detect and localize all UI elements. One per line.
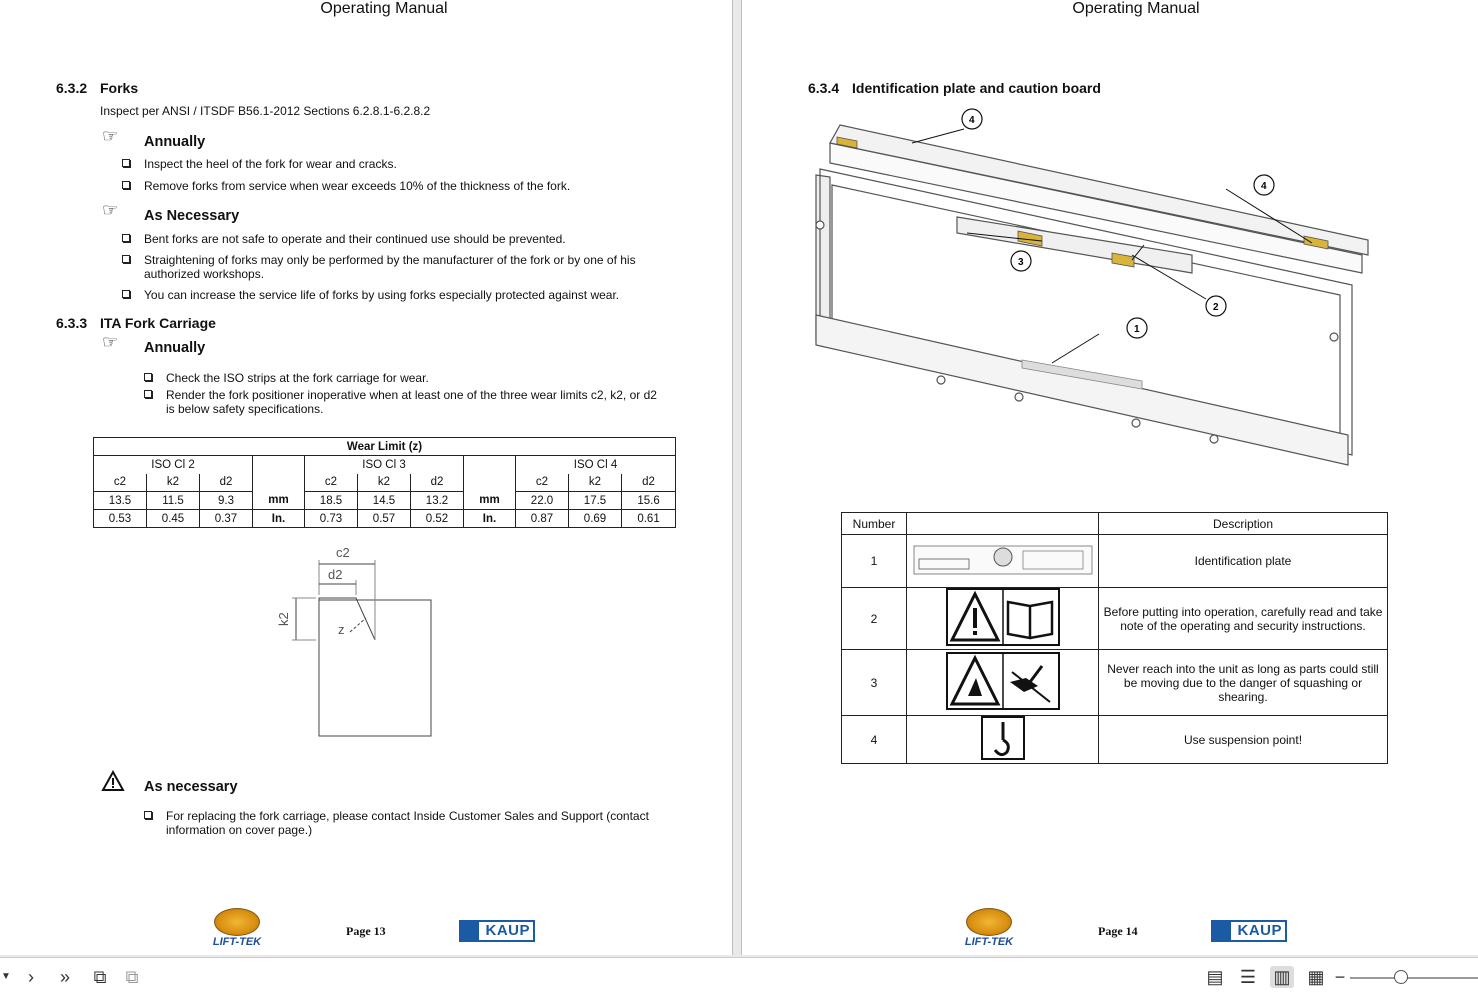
column-header: d2 <box>200 474 253 492</box>
d2-label: d2 <box>328 567 343 582</box>
checkbox-bullet-icon <box>144 811 152 819</box>
last-page-icon[interactable]: » <box>59 967 70 987</box>
column-header: d2 <box>411 474 464 492</box>
lift-tek-logo: LIFT-TEK <box>210 908 264 952</box>
lift-tek-logo: LIFT-TEK <box>962 908 1016 952</box>
section-title: Identification plate and caution board <box>852 80 1101 96</box>
extract-page-icon[interactable]: ⧉ <box>125 967 139 987</box>
table-row: 1 Identification plate <box>842 535 1388 588</box>
column-header: k2 <box>569 474 622 492</box>
unit-label: mm <box>253 492 305 510</box>
callout-2: 2 <box>1213 302 1219 313</box>
zoom-out-icon[interactable]: − <box>1334 967 1346 987</box>
group-header: ISO Cl 4 <box>516 456 676 474</box>
group-header: ISO Cl 2 <box>94 456 253 474</box>
subheading-annually: Annually <box>144 134 206 150</box>
continuous-page-icon[interactable]: ☰ <box>1239 967 1257 987</box>
pointing-hand-icon: ☞ <box>102 126 119 146</box>
warning-triangle-icon <box>101 770 125 792</box>
column-header: k2 <box>358 474 411 492</box>
section-number: 6.3.3 <box>56 315 88 331</box>
table-title: Wear Limit (z) <box>94 438 676 456</box>
subheading-annually: Annually <box>144 340 206 356</box>
checkbox-bullet-icon <box>122 159 130 167</box>
table-row: 4 Use suspension point! <box>842 716 1388 764</box>
globe-icon <box>966 908 1012 936</box>
kaup-logo: KAUP <box>1211 920 1287 942</box>
rotate-page-icon[interactable]: ⧉ <box>93 967 107 987</box>
table-row: 2 Before putting into operation, carefully read and take note of the operating and security instructions. <box>842 588 1388 650</box>
subheading-as-necessary: As necessary <box>144 779 238 795</box>
section-title: Forks <box>100 80 139 96</box>
column-header: c2 <box>516 474 569 492</box>
kaup-mark-icon <box>1213 922 1231 940</box>
column-header: Description <box>1099 513 1388 535</box>
callout-4: 4 <box>1261 181 1267 192</box>
page-13: Operating Manual 6.3.2 Forks Inspect per ANSI / ITSDF B56.1-2012 Sections 6.2.8.1-6.2.8.2 ☞ Annually Inspect the heel of the fork for wear and cracks. Remove forks from service when wear exceeds 10% of the thickness of the fork. ☞ As Necessary Bent forks are not safe to operate and their continued use should be prevented. Straightening of forks may only be performed by the manufacturer of the fork or by one of his authorized workshops. You can increase the service life of forks by using forks especially protected against wear. 6.3.3 ITA Fork Carriage ☞ Annually Check the ISO strips at the fork carriage for wear. Render the fork positioner inoperative when at least one of the three wear limits c2, k2, or d2 is below safety specifications. Wear Limit (z) ISO Cl 2 ISO Cl 3 ISO Cl 4 c2 k2 d2 c2 k2 d2 c2 k2 d2 13.5 11.5 9.3 mm 18.5 14.5 13.2 mm 22.0 17.5 15.6 0.53 0.45 0.37 In. 0.73 0.57 0.52 In. 0.87 0.69 0.61 c2 d2 k2 z As necessary For replacing the fork carriage, please contact Inside Customer Sales and Support (contact information on cover page.) LIFT-TEK Page 13 KAUP <box>0 0 733 955</box>
table-row: 0.53 0.45 0.37 In. 0.73 0.57 0.52 In. 0.87 0.69 0.61 <box>94 510 676 528</box>
callout-1: 1 <box>1134 324 1140 335</box>
two-page-continuous-icon[interactable]: ▦ <box>1307 967 1325 987</box>
callout-3: 3 <box>1018 257 1024 268</box>
checkbox-bullet-icon <box>144 373 152 381</box>
column-header: k2 <box>147 474 200 492</box>
section-number: 6.3.4 <box>808 80 840 96</box>
next-page-icon[interactable]: › <box>28 967 34 987</box>
warning-read-manual-icon <box>946 588 1060 646</box>
globe-icon <box>214 908 260 936</box>
table-row: 13.5 11.5 9.3 mm 18.5 14.5 13.2 mm 22.0 17.5 15.6 <box>94 492 676 510</box>
pointing-hand-icon: ☞ <box>102 332 119 352</box>
warning-crush-hazard-icon <box>946 652 1060 710</box>
unit-label: mm <box>464 492 516 510</box>
column-header: c2 <box>94 474 147 492</box>
zoom-slider-track[interactable] <box>1350 977 1478 979</box>
suspension-hook-icon <box>981 716 1025 760</box>
kaup-logo: KAUP <box>459 920 535 942</box>
unit-label: In. <box>464 510 516 528</box>
fork-carriage-drawing <box>812 105 1372 485</box>
unit-label: In. <box>253 510 305 528</box>
wear-limit-diagram <box>276 540 440 740</box>
column-header: c2 <box>305 474 358 492</box>
page-header: Operating Manual <box>1072 0 1200 17</box>
identification-plate-icon <box>913 545 1093 575</box>
group-header: ISO Cl 3 <box>305 456 464 474</box>
page-14 <box>741 0 1478 955</box>
identification-table <box>841 512 1388 764</box>
kaup-mark-icon <box>461 922 479 940</box>
dropdown-arrow-icon[interactable]: ▼ <box>1 971 11 982</box>
page-header: Operating Manual <box>320 0 448 17</box>
z-label: z <box>338 622 345 637</box>
viewer-toolbar <box>0 957 1478 997</box>
checkbox-bullet-icon <box>144 390 152 398</box>
subheading-as-necessary: As Necessary <box>144 208 240 224</box>
section-number: 6.3.2 <box>56 80 88 96</box>
checkbox-bullet-icon <box>122 290 130 298</box>
two-page-icon[interactable]: ▥ <box>1270 966 1294 988</box>
zoom-slider-handle[interactable] <box>1394 970 1408 984</box>
page-number: Page 13 <box>346 924 386 938</box>
inspect-note: Inspect per ANSI / ITSDF B56.1-2012 Sections 6.2.8.1-6.2.8.2 <box>100 104 431 118</box>
section-title: ITA Fork Carriage <box>100 315 216 331</box>
iso-strip-shape <box>319 598 375 640</box>
pointing-hand-icon: ☞ <box>102 200 119 220</box>
column-header: Number <box>842 513 907 535</box>
c2-label: c2 <box>336 545 350 560</box>
checkbox-bullet-icon <box>122 234 130 242</box>
callout-4: 4 <box>969 115 975 126</box>
checkbox-bullet-icon <box>122 181 130 189</box>
wear-limit-table <box>93 437 676 528</box>
column-header: d2 <box>622 474 676 492</box>
single-page-icon[interactable]: ▤ <box>1206 967 1224 987</box>
k2-label: k2 <box>276 612 291 626</box>
page-number: Page 14 <box>1098 924 1138 938</box>
column-header <box>907 513 1099 535</box>
bottom-bar-shape <box>816 315 1348 465</box>
table-row: 3 Never reach into the unit as long as parts could still be moving due to the danger of squashing or shearing. <box>842 650 1388 716</box>
checkbox-bullet-icon <box>122 255 130 263</box>
